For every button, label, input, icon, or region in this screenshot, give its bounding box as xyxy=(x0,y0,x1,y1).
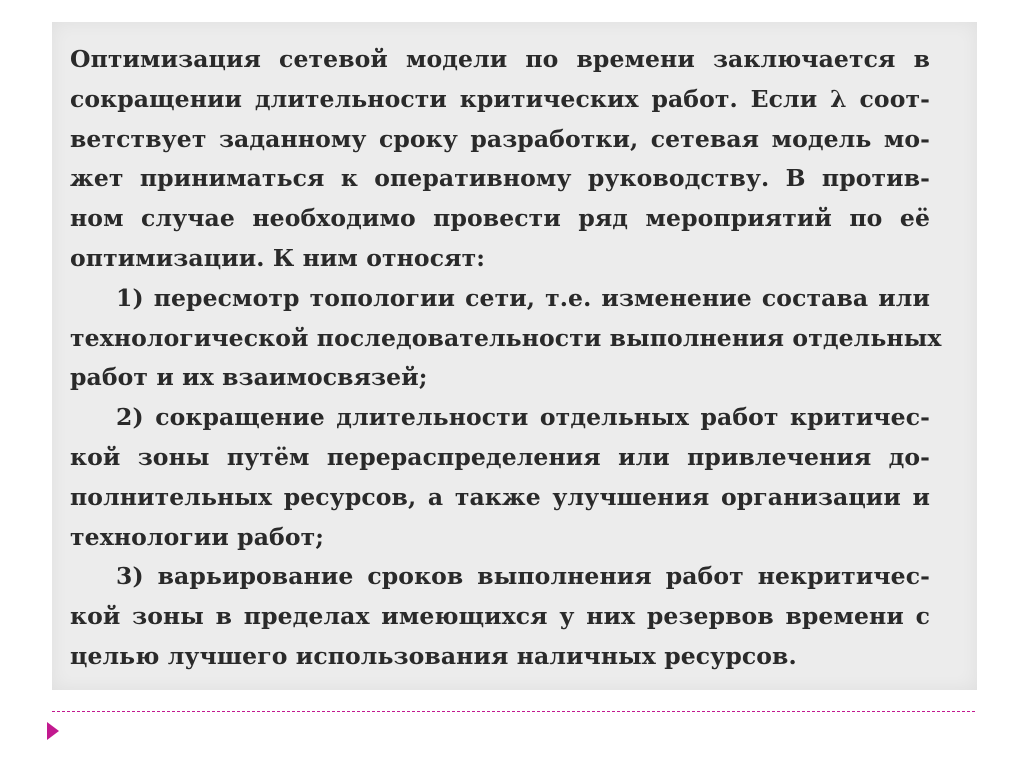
list-item-3 xyxy=(70,557,930,676)
text-line: 3) варьирование сроков выполнения работ некритичес- xyxy=(116,562,930,591)
text-line: 1) пересмотр топологии сети, т.е. изменение состава или xyxy=(116,283,930,312)
text-line: Оптимизация сетевой модели по времени заключается в xyxy=(70,45,930,73)
text-line: технологии работ; xyxy=(70,522,325,551)
list-item-2 xyxy=(70,398,930,557)
text-line: кой зоны в пределах имеющихся у них резервов времени с xyxy=(70,602,930,631)
text-line: работ и их взаимосвязей; xyxy=(70,363,428,392)
text-line: ветствует заданному сроку разработки, сетевая модель мо- xyxy=(70,124,930,153)
text-line: сокращении длительности критических работ. Если λ соот- xyxy=(70,84,930,113)
text-line: целью лучшего использования наличных ресурсов. xyxy=(70,641,797,670)
list-item-1 xyxy=(70,279,942,398)
text-line: кой зоны путём перераспределения или привлечения до- xyxy=(70,442,930,471)
text-line: жет приниматься к оперативному руководству. В против- xyxy=(70,164,930,193)
intro-paragraph xyxy=(70,40,930,279)
text-line: оптимизации. К ним относят: xyxy=(70,243,486,272)
text-line: ном случае необходимо провести ряд мероприятий по её xyxy=(70,204,930,233)
text-line: 2) сокращение длительности отдельных работ критичес- xyxy=(116,403,930,432)
scanned-text-block xyxy=(70,40,942,677)
triangle-right-icon xyxy=(47,722,59,740)
footer-dashed-divider xyxy=(52,711,975,712)
text-line: технологической последовательности выполнения отдельных xyxy=(70,323,942,352)
text-line: полнительных ресурсов, а также улучшения организации и xyxy=(70,482,930,511)
